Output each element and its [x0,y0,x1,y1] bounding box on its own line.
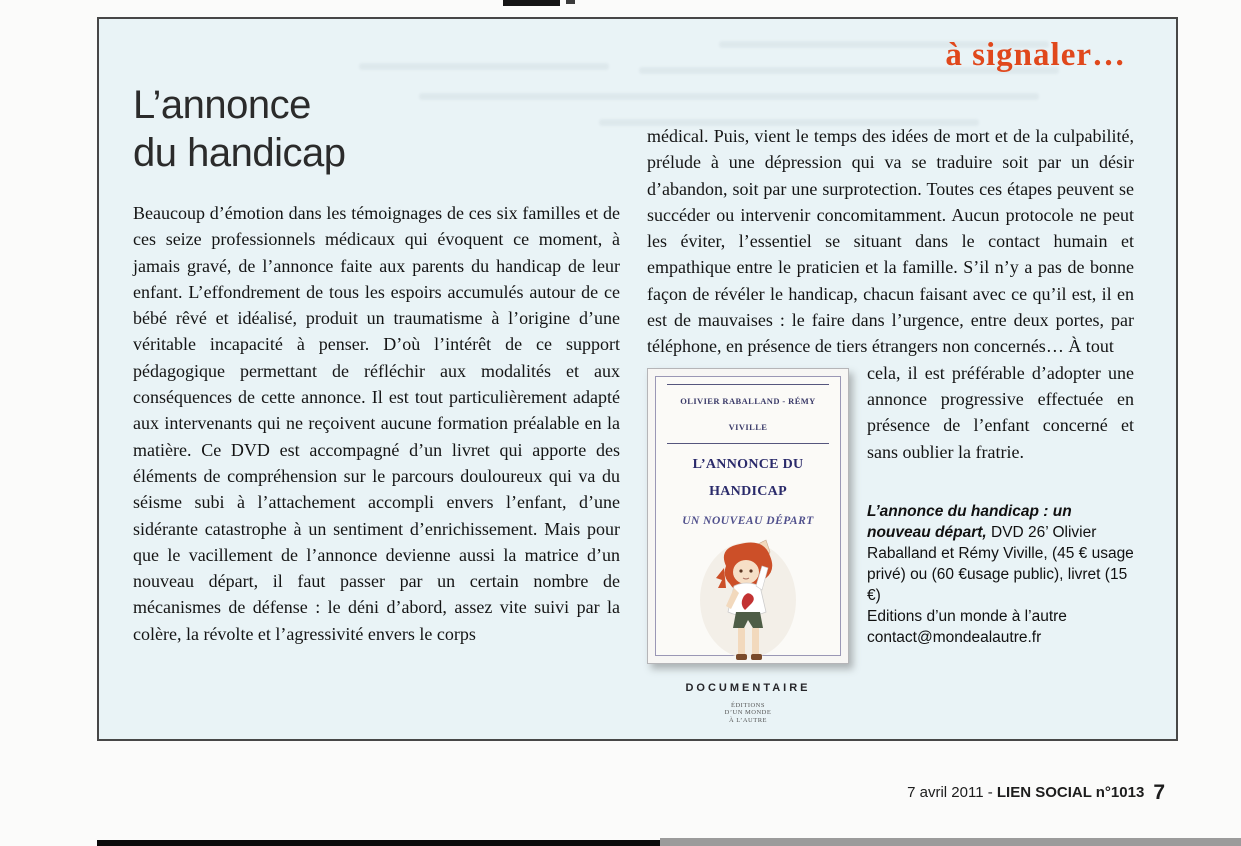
page-title-line-1: L’annonce [133,83,311,127]
article-paragraph-left: Beaucoup d’émotion dans les témoignages de ces six familles et de ces seize professionnels médicaux qui évoquent ce moment, à jamais gravé, de l’annonce faite aux parents du handicap de leur enfant. L’effondrement de tous les espoirs accumulés autour de ce bébé rêvé et idéalisé, produit un traumatisme à l’origine d’une véritable incapacité à penser. D’où l’intérêt de ce support pédagogique permettant de réfléchir aux modalités et aux conséquences de cette annonce. Il est tout particulièrement adapté aux intervenants qui ne reçoivent aucune formation préalable en la matière. Ce DVD est accompagné d’un livret qui apporte des éléments de compréhension sur le parcours douloureux qui va du séisme subi à l’attachement accompli envers l’enfant, d’une sidérante catastrophe à un sentiment d’enrichissement. Mais pour que le vacillement de l’annonce devienne aussi la matrice d’un nouveau départ, il faut passer par un certain nombre de mécanismes de défense : le déni d’abord, assez vite suivi par la colère, la révolte et l’agressivité envers le corps [133,203,620,644]
dvd-cover-subtitle: UN NOUVEAU DÉPART [682,514,814,527]
article-panel [97,17,1178,741]
footer-date: 7 avril 2011 - [907,784,997,801]
dvd-cover-illustration [696,538,800,673]
scan-artifact-bottom-right [660,838,1241,846]
page-footer [907,781,1165,805]
dvd-cover-publisher [725,702,772,725]
article-column-right [647,123,1134,724]
section-label: à signaler… [945,37,1126,73]
scan-artifact-bottom-left [97,840,660,846]
dvd-cover-title: L’ANNONCE DU HANDICAP [692,457,804,499]
page-title [133,81,345,177]
footer-magazine: LIEN SOCIAL n°1013 [996,784,1145,801]
dvd-cover [647,368,849,724]
footer-page-number: 7 [1153,781,1165,804]
dvd-cover-publisher-line-1: ÉDITIONS [731,701,765,709]
dvd-cover-publisher-line-2: D’UN MONDE [724,709,772,717]
caption-credits: DVD 26’ Olivier Raballand et Rémy Viville, (45 € usage privé) ou (60 €usage public), livret (15 €) [867,523,1134,604]
caption-title: L’annonce du handicap : un nouveau départ, [867,502,1072,541]
article-paragraph-right-top: médical. Puis, vient le temps des idées de mort et de la culpabilité, prélude à une dépression qui va se traduire soit par un désir d’abandon, soit par une surprotection. Toutes ces étapes peuvent se succéder ou intervenir concomitamment. Aucun protocole ne peut les éviter, l’essentiel se situant dans le contact humain et empathique entre le praticien et la famille. S’il n’y a pas de bonne façon de révéler le handicap, chacun faisant avec ce qu’il est, il en est de mauvaises : le faire dans l’urgence, entre deux portes, par téléphone, en présence de tiers étrangers non concernés… À tout [647,126,1134,357]
article-paragraph-right-wrap: cela, il est préférable d’adopter une annonce progressive effectuée en présence de l’enfant concerné et sans oublier la fratrie. [867,362,1134,462]
dvd-cover-authors: OLIVIER RABALLAND - RÉMY VIVILLE [667,384,829,445]
caption-publisher: Editions d’un monde à l’autre [867,607,1067,625]
dvd-cover-inner [655,376,841,724]
scan-artifact-top-small [566,0,575,4]
article-column-left [133,200,620,647]
page-title-line-2: du handicap [133,131,346,175]
dvd-cover-publisher-line-3: À L’AUTRE [728,716,768,724]
dvd-cover-genre: DOCUMENTAIRE [685,682,811,695]
caption-email: contact@mondealautre.fr [867,628,1042,646]
scan-artifact-top [503,0,560,6]
